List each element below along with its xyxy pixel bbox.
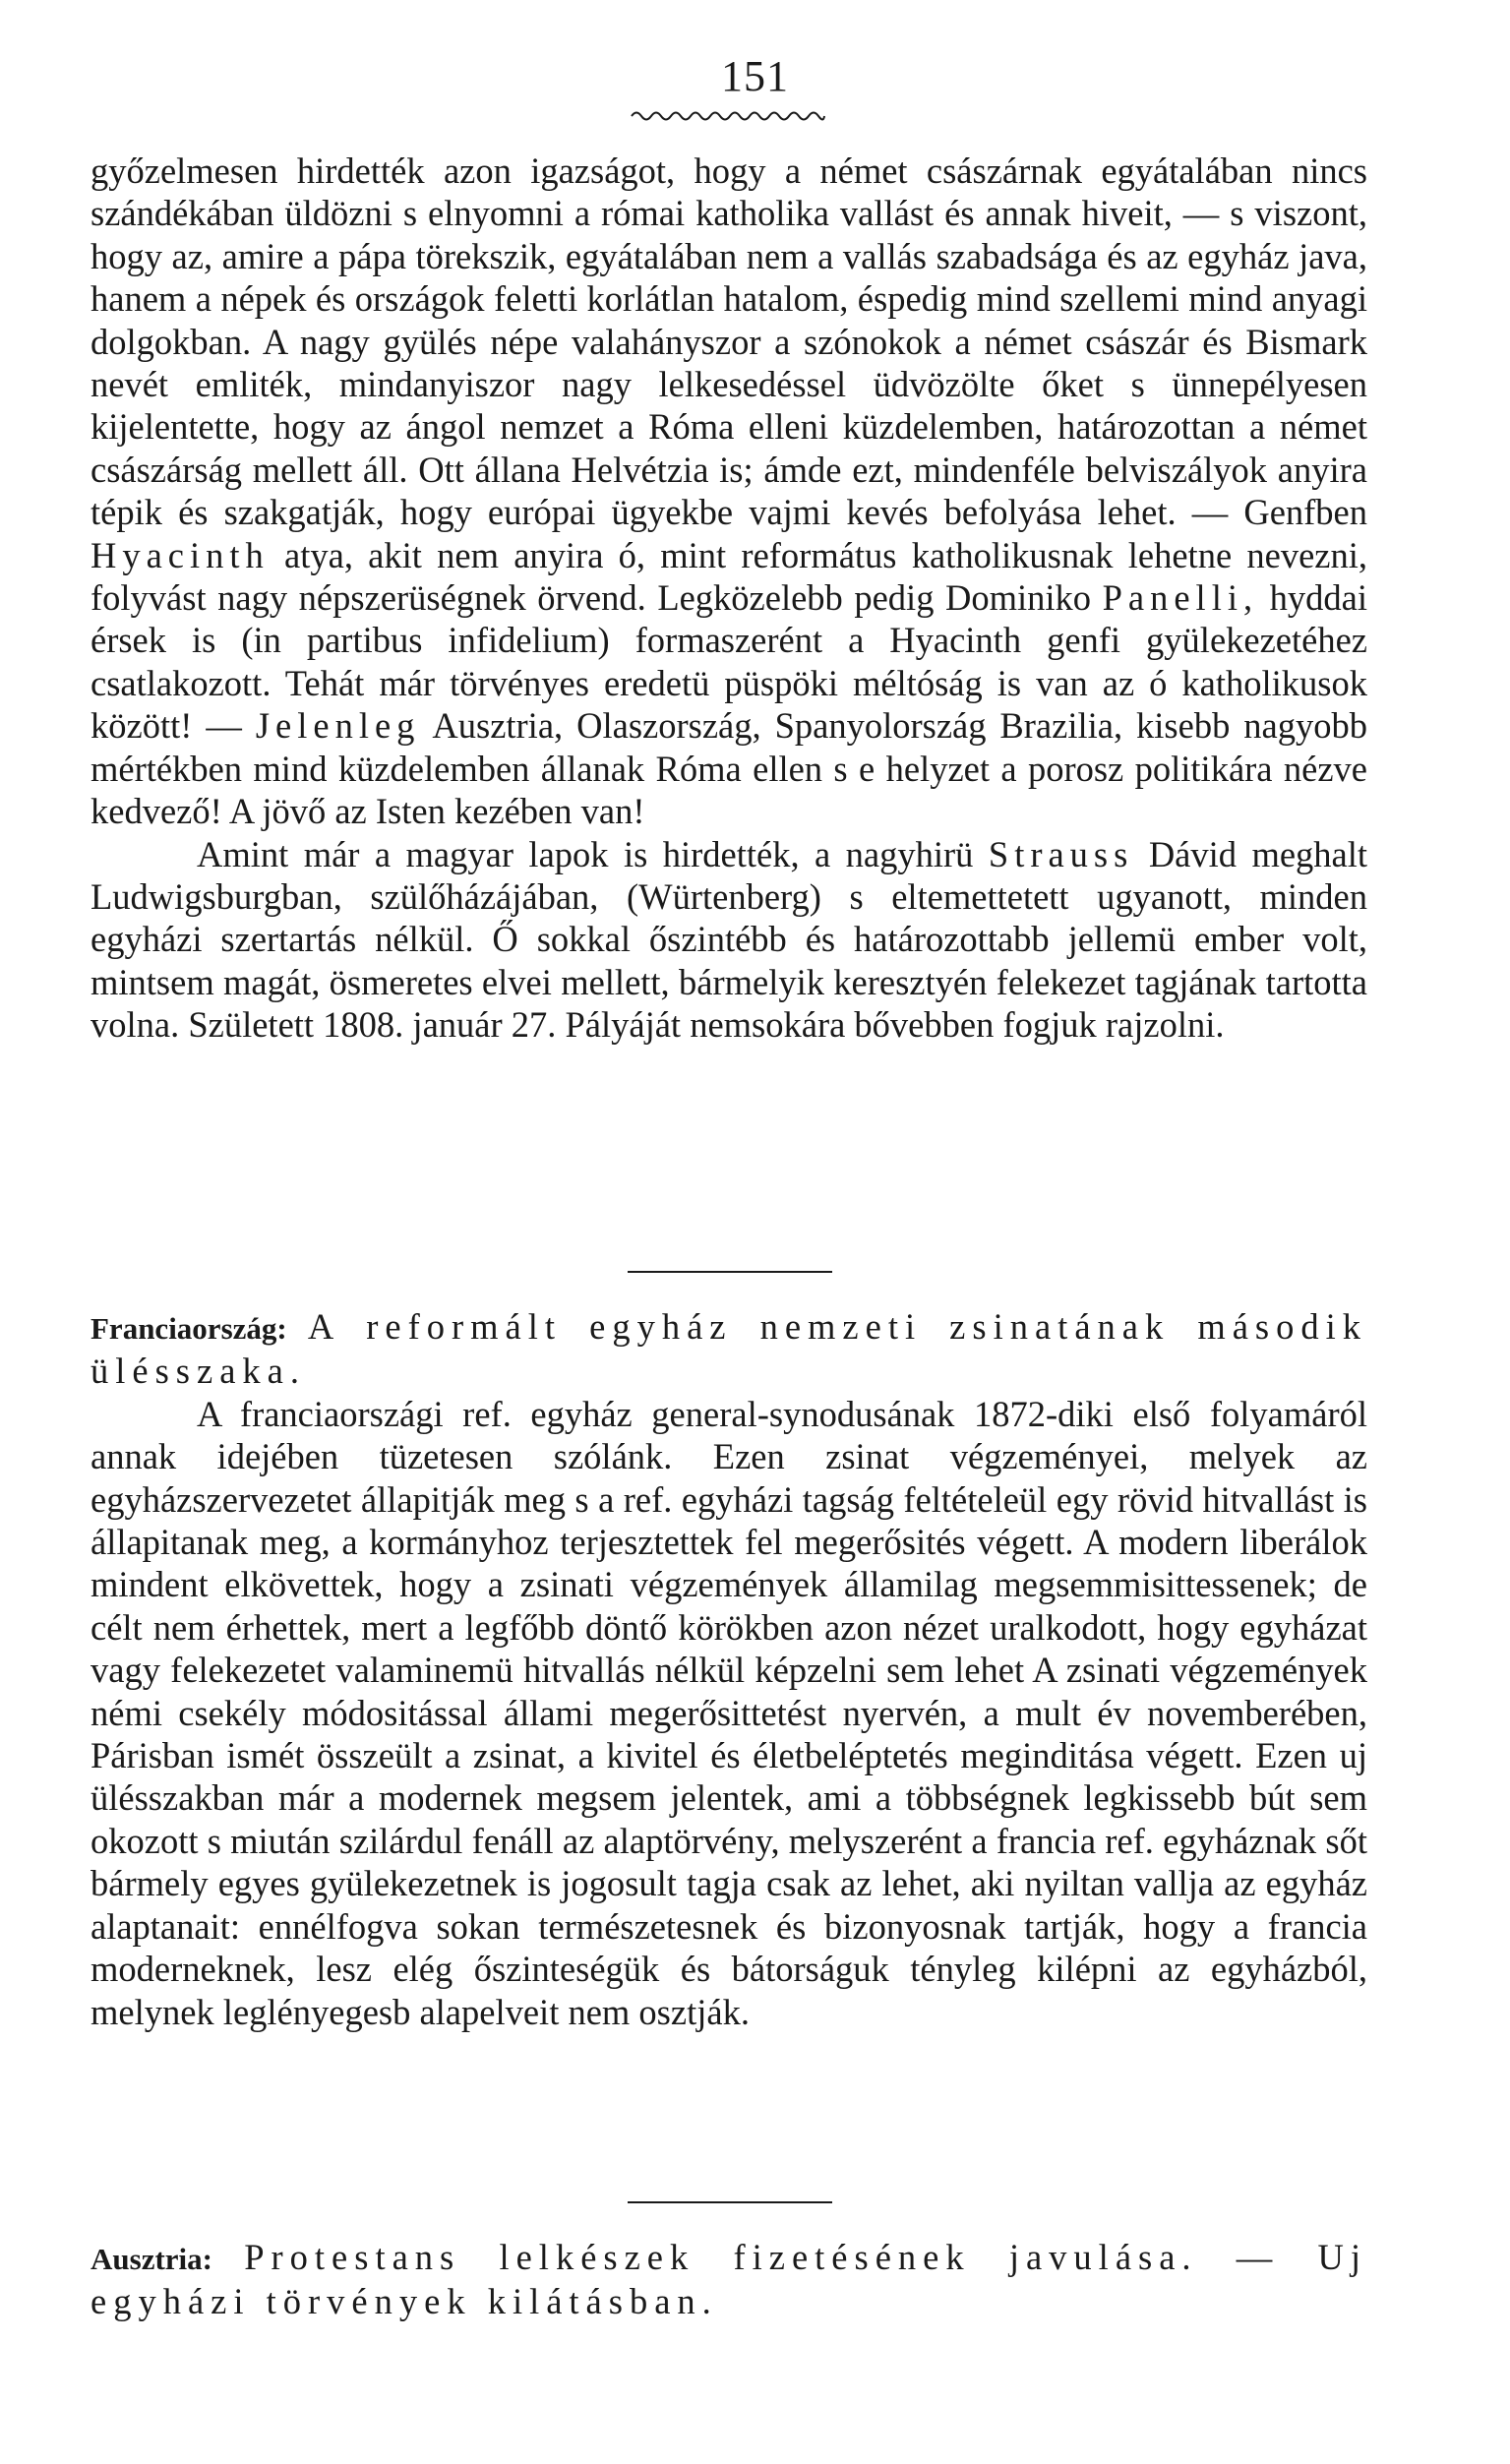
paragraph-synod: A franciaországi ref. egyház general-synodusának 1872-diki első folyamáról annak idejében tüzetesen szólánk. Ezen zsinat végzeményei, melyek az egyházszervezetet állapitják meg s a ref. egyházi tagság feltételeül egy rövid hitvallást is állapitanak meg, a kormányhoz terjesztettek fel megerősités végett. A modern liberálok mindent elkövettek, hogy a zsinati végzemények államilag megsemmisittessenek; de célt nem érhettek, mert a legfőbb döntő körökben azon nézet uralkodott, hogy egyházat vagy felekezetet valaminemü hitvallás nélkül képzelni sem lehet A zsinati végzemények némi csekély módositással állami megerősittetést nyervén, a mult év novemberében, Párisban ismét összeült a zsinat, a kivitel és életbeléptetés meginditása végett. Ezen uj ülésszakban már a modernek megsem jelentek, ami a többségnek legkissebb bút sem okozott s miután szilárdul fenáll az alaptörvény, melyszerént a francia ref. egyháznak sőt bármely egyes gyülekezetnek is jogosult tagja csak az lehet, aki nyiltan vallja az egyház alaptanait: ennélfogva sokan természetesnek és bizonyosnak tartják, hogy a francia moderneknek, lesz elég őszinteségük és bátorságuk tényleg kilépni az egyházból, melynek leglényegesb alapelveit nem osztják. — [91, 1393, 1367, 2032]
paragraph-text: Ausztria, Olaszország, Spanyolország Brazilia, kisebb nagyobb mértékben mind küzdelemben állanak Róma ellen s e helyzet a porosz politikára nézve kedvező! A jövő az Isten kezében van! — [91, 705, 1368, 832]
section-divider — [628, 1271, 832, 1273]
paragraph-text: atya, akit nem anyira ó, mint református katholikusnak lehetne nevezni, folyvást nagy népszerüségnek örvend. Legközelebb pedig Dominiko — [91, 534, 1367, 619]
paragraph-text: győzelmesen hirdették azon igazságot, hogy a német császárnak egyátalában nincs szándékában üldözni s elnyomni a római katholika vallást és annak hiveit, — s viszont, hogy az, amire a pápa törekszik, egyátalában nem a vallás szabadsága és az egyház java, hanem a népek és országok feletti korlátlan hatalom, éspedig mind szellemi mind anyagi dolgokban. A nagy gyülés népe valahányszor a szónokok a német császár és Bismark nevét emliték, mindanyiszor nagy lelkesedéssel üdvözölte őket s ünnepélyesen kijelentette, hogy az ángol nemzet a Róma elleni küzdelemben, határozottan a német császárság mellett áll. Ott állana Helvétzia is; ámde ezt, mindenféle belviszályok anyira tépik és szakgatják, hogy európai ügyekbe vajmi kevés befolyása lehet. — Genfben — [91, 150, 1367, 533]
emphasized-word: Jelenleg — [255, 705, 421, 747]
section-title: A reformált egyház nemzeti zsinatának második ülésszaka. — [91, 1306, 1368, 1392]
section-germany-continuation — [91, 150, 1367, 1047]
paragraph-rome-conflict — [91, 150, 1367, 833]
page-number-ornament — [630, 106, 826, 126]
section-divider — [628, 2201, 832, 2203]
paragraph-strauss-obituary — [91, 833, 1367, 1047]
person-name: Hyacinth — [91, 534, 270, 575]
paragraph-text: hyddai érsek is (in partibus infidelium) formaszerént a Hyacinth genfi gyülekezetéhez csatlakozott. Tehát már törvényes eredetü püspöki méltóság is van az ó katholikusok között! — — [91, 577, 1368, 747]
page-number: 151 — [721, 52, 789, 100]
section-france — [91, 1305, 1367, 2033]
person-name: Strauss — [988, 833, 1134, 874]
section-title: Protestans lelkészek fizetésének javulása. — Uj egyházi törvények kilátásban. — [91, 2237, 1367, 2322]
paragraph-text: Amint már a magyar lapok is hirdették, a nagyhirü — [197, 833, 974, 874]
section-heading — [91, 1305, 1367, 1393]
section-austria — [91, 2236, 1367, 2323]
country-label: Ausztria: — [91, 2242, 212, 2276]
person-name: Panelli, — [1102, 577, 1259, 619]
paragraph-text: Dávid meghalt Ludwigsburgban, szülőházájában, (Würtenberg) s eltemettetett ugyanott, minden egyházi szertartás nélkül. Ő sokkal őszintébb és határozottabb jellemü ember volt, mintsem magát, ösmeretes elvei mellett, bármelyik keresztyén felekezet tagjának tartotta volna. Született 1808. január 27. Pályáját nemsokára bővebben fogjuk rajzolni. — [91, 833, 1368, 1046]
section-heading — [91, 2236, 1367, 2323]
country-label: Franciaország: — [91, 1311, 287, 1346]
